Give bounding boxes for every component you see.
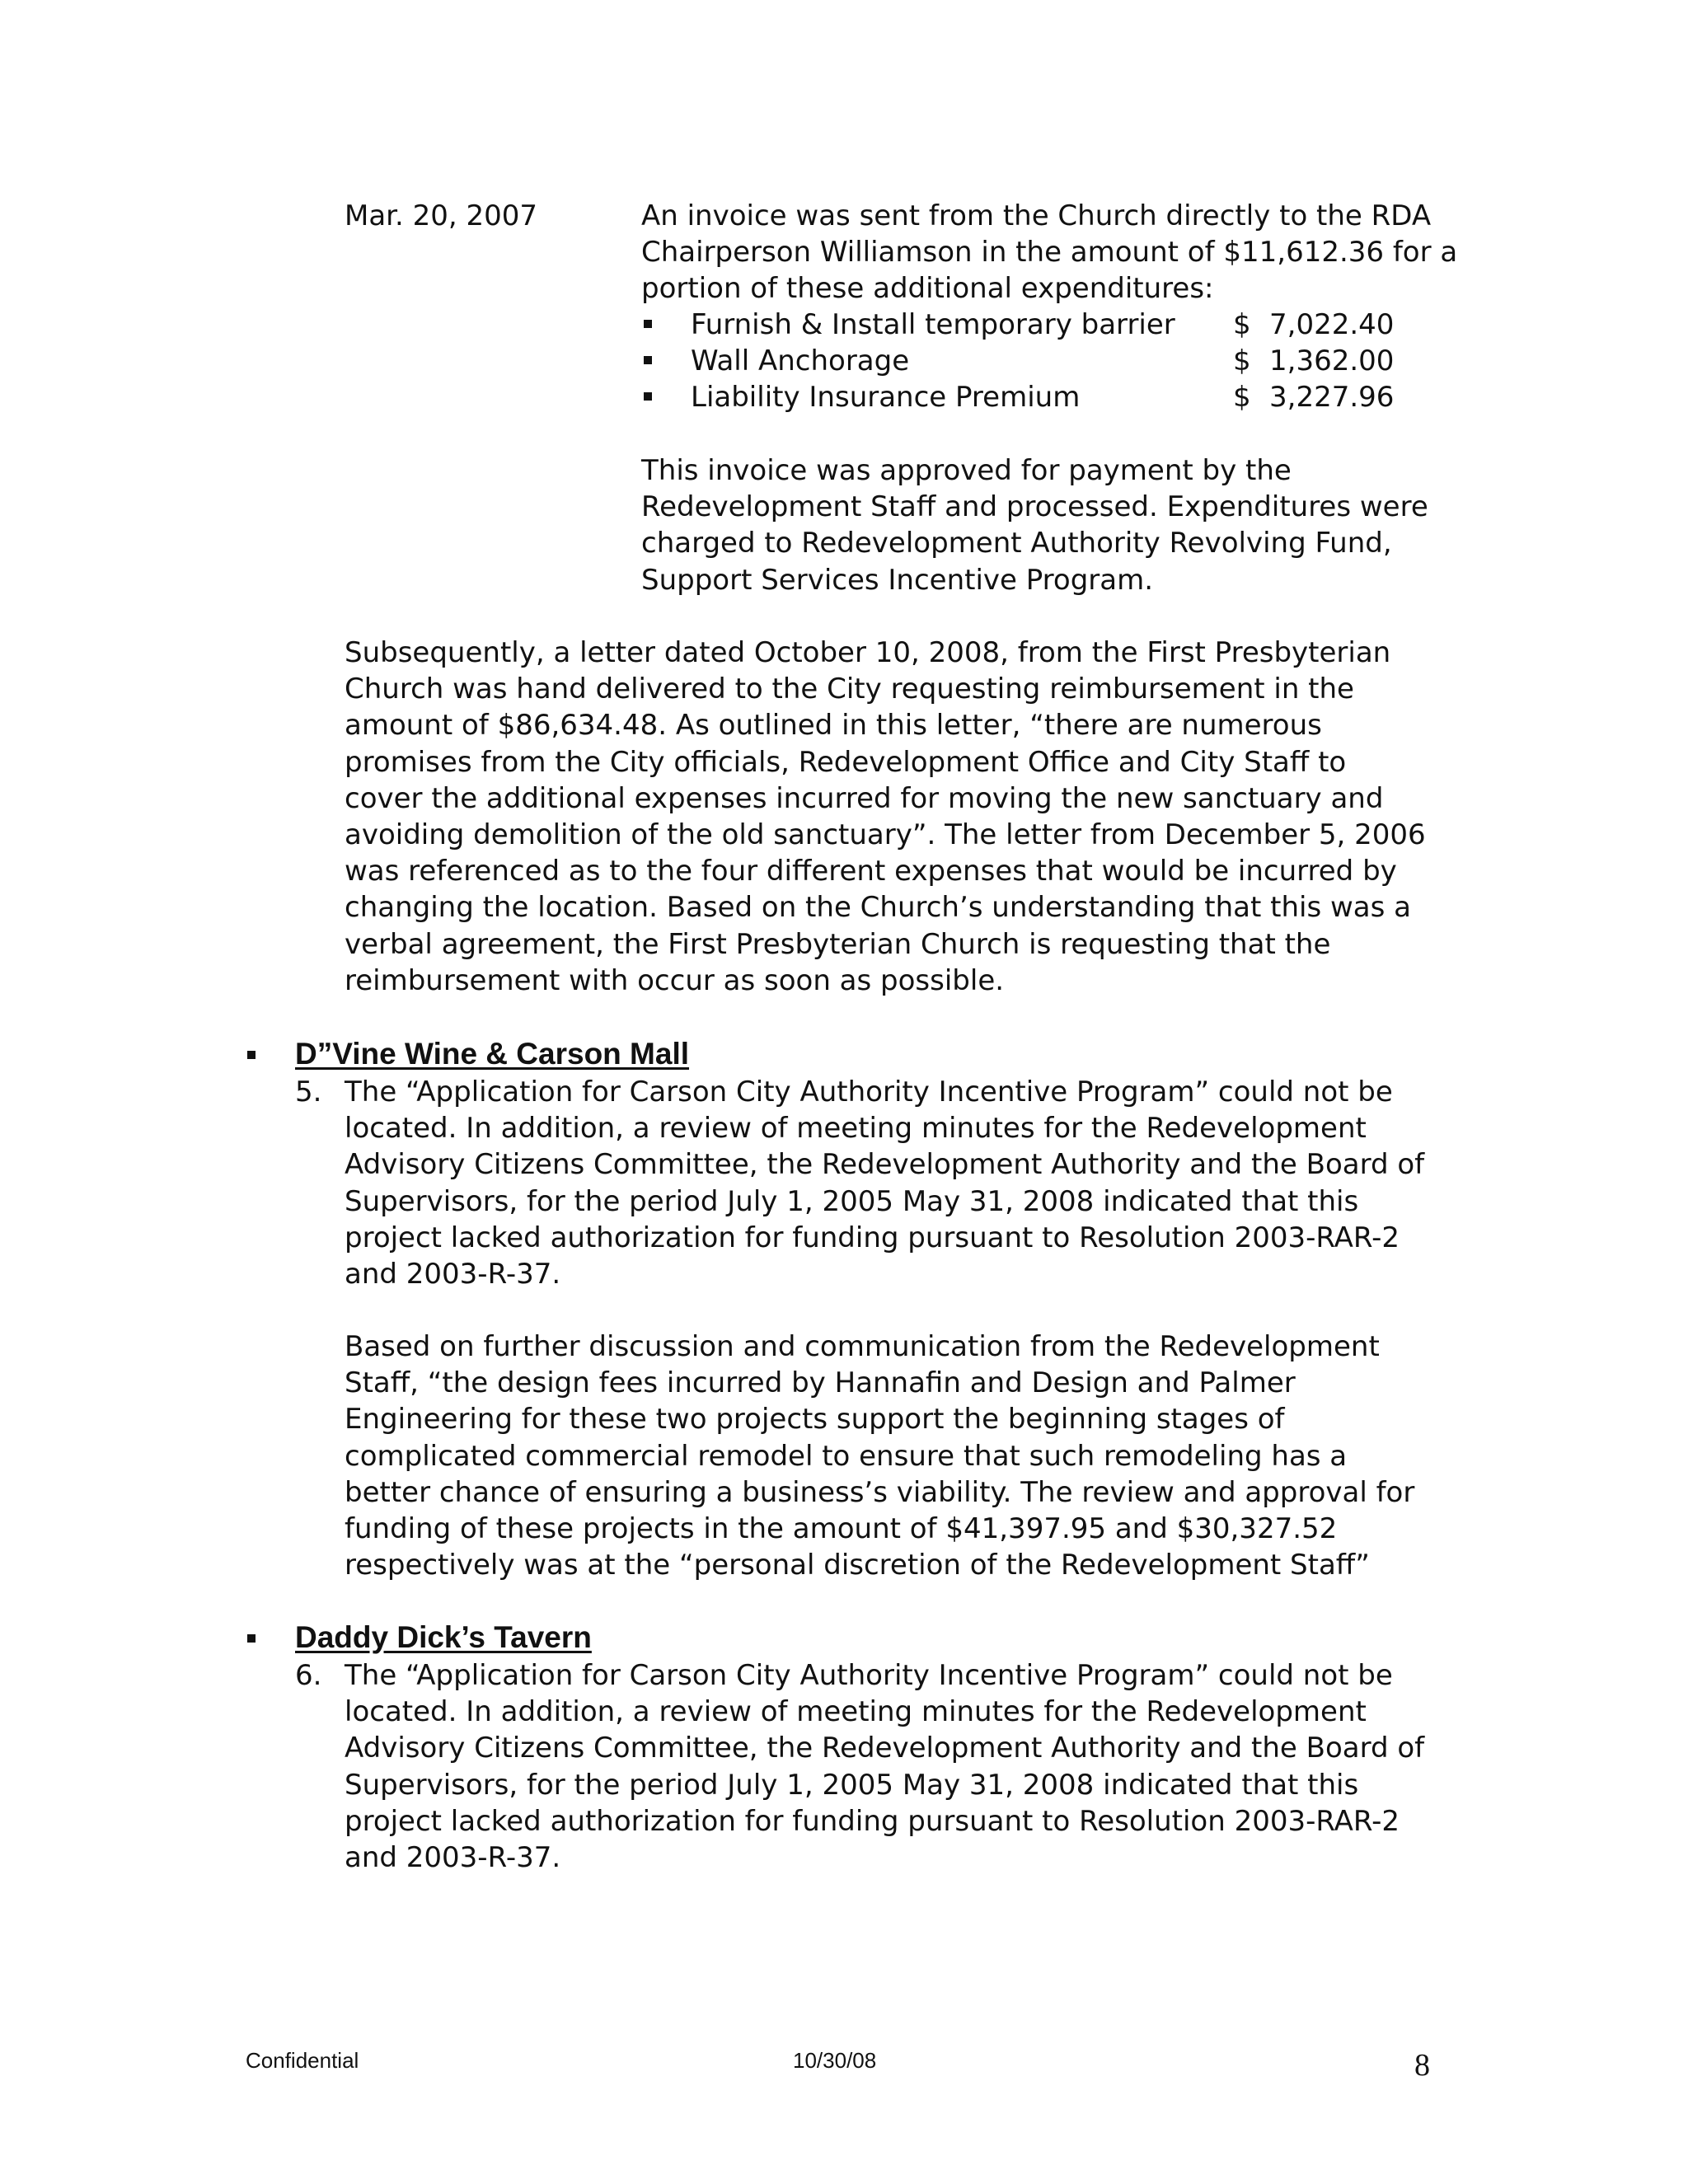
expenditure-item [641, 343, 1482, 379]
footer-date: 10/30/08 [793, 2048, 877, 2073]
expenditure-amount: 7,022.40 [1269, 308, 1395, 341]
entry-date: Mar. 20, 2007 [345, 199, 538, 232]
section-heading: Daddy Dick’s Tavern [295, 1620, 592, 1654]
square-bullet-icon [644, 392, 652, 401]
expenditure-amount: 3,227.96 [1269, 381, 1395, 415]
expenditure-item [641, 307, 1482, 343]
expenditure-currency: $ [1233, 308, 1251, 341]
square-bullet-icon [644, 356, 652, 364]
expenditure-label: Furnish & Install temporary barrier [691, 308, 1175, 341]
section-heading: D”Vine Wine & Carson Mall [295, 1037, 690, 1071]
expenditure-label: Liability Insurance Premium [691, 381, 1081, 415]
expenditure-item [641, 379, 1482, 415]
item-followup: Based on further discussion and communication from the Redevelopment Staff, “the design fees incurred by Hannafin and Design and Palmer Engineering for these two projects support the beginning stages of complicated commercial remodel to ensure that such remodeling has a better chance of ensuring a business’s viability. The review and approval for funding of these projects in the amount of $41,397.95 and $30,327.52 respectively was at the “personal discretion of the Redevelopment Staff” [345, 1330, 1415, 1582]
footer-confidential: Confidential [246, 2048, 359, 2073]
invoice-paragraph: An invoice was sent from the Church directly to the RDA Chairperson Williamson in the amount of $11,612.36 for a portion of these additional expenditures: [641, 199, 1458, 306]
item-finding: The “Application for Carson City Authority Incentive Program” could not be located. In addition, a review of meeting minutes for the Redevelopment Advisory Citizens Committee, the Redevelopment Authority and the Board of Supervisors, for the period July 1, 2005 May 31, 2008 indicated that this project lacked authorization for funding pursuant to Resolution 2003-RAR-2 and 2003-R-37. [345, 1659, 1425, 1875]
page-number: 8 [1414, 2048, 1430, 2083]
item-finding: The “Application for Carson City Authority Incentive Program” could not be located. In addition, a review of meeting minutes for the Redevelopment Advisory Citizens Committee, the Redevelopment Authority and the Board of Supervisors, for the period July 1, 2005 May 31, 2008 indicated that this project lacked authorization for funding pursuant to Resolution 2003-RAR-2 and 2003-R-37. [345, 1076, 1425, 1291]
section-bullet-icon [247, 1051, 256, 1059]
expenditure-label: Wall Anchorage [691, 344, 910, 378]
expenditure-currency: $ [1233, 344, 1251, 378]
expenditure-amount: 1,362.00 [1269, 344, 1395, 378]
subsequent-paragraph: Subsequently, a letter dated October 10, 2008, from the First Presbyterian Church was hand delivered to the City requesting reimbursement in the amount of $86,634.48. As outlined in this letter, “there are numerous promises from the City officials, Redevelopment Office and City Staff to cover the additional expenses incurred for moving the new sanctuary and avoiding demolition of the old sanctuary”. The letter from December 5, 2006 was referenced as to the four different expenses that would be incurred by changing the location. Based on the Church’s understanding that this was a verbal agreement, the First Presbyterian Church is requesting that the reimbursement with occur as soon as possible. [345, 636, 1426, 997]
section-bullet-icon [247, 1634, 256, 1643]
expenditure-list [641, 307, 1482, 416]
item-number: 5. [295, 1076, 322, 1108]
approval-paragraph: This invoice was approved for payment by the Redevelopment Staff and processed. Expenditures were charged to Redevelopment Authority Revolving Fund, Support Services Incentive Program. [641, 454, 1428, 597]
item-number: 6. [295, 1659, 322, 1692]
expenditure-currency: $ [1233, 381, 1251, 415]
square-bullet-icon [644, 320, 652, 328]
